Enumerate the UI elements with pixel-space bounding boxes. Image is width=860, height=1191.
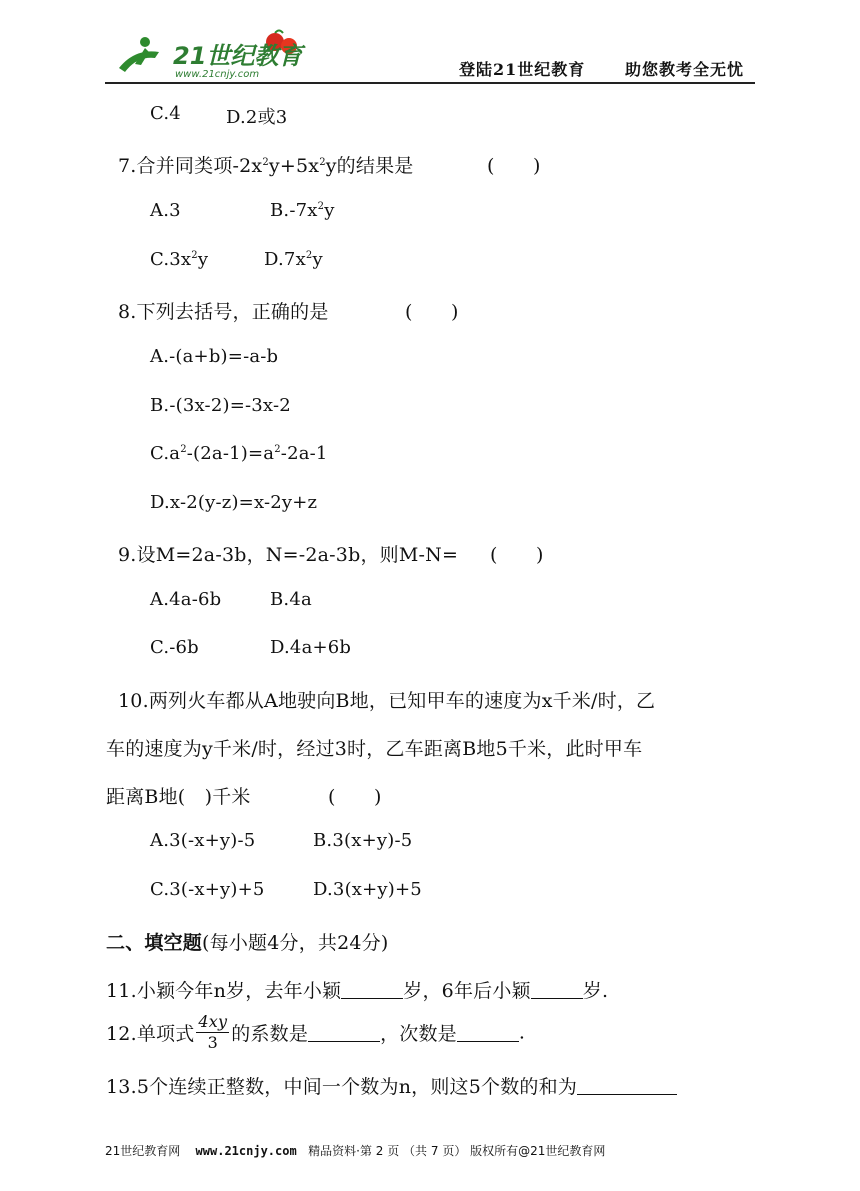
q9-answer-paren: ( ) <box>490 544 544 566</box>
q10-option-c: C.3(-x+y)+5 <box>150 879 265 900</box>
q12-blank-2[interactable] <box>457 1023 519 1042</box>
logo-graphic <box>115 28 310 80</box>
q10-option-b: B.3(x+y)-5 <box>313 830 413 851</box>
q7-option-c: $C.3x^2y$ <box>150 249 209 270</box>
header-divider <box>105 82 755 84</box>
q7-option-a: A.3 <box>150 200 181 221</box>
q10-stem-line1: 10.两列火车都从A地驶向B地，已知甲车的速度为x千米/时，乙 <box>118 690 656 712</box>
footer-info: 精品资料·第 2 页 （共 7 页） 版权所有@21世纪教育网 <box>308 1144 606 1158</box>
q11-stem: 11.小颖今年n岁，去年小颖 岁，6年后小颖 岁. <box>106 980 609 1002</box>
q9-option-c: C.-6b <box>150 637 199 658</box>
site-logo <box>115 28 310 80</box>
q7-stem: 7.合并同类项$-2x^2y+5x^2y$的结果是 <box>118 155 414 177</box>
logo-url: www.21cnjy.com <box>175 69 260 80</box>
q7-answer-paren: ( ) <box>487 155 541 177</box>
q9-option-b: B.4a <box>270 589 312 610</box>
monomial-fraction: $\frac{4xy}{3}$ <box>198 1012 228 1052</box>
page-footer <box>105 1142 605 1159</box>
q8-option-a: A.-(a+b)=-a-b <box>150 346 279 367</box>
footer-url[interactable]: www.21cnjy.com <box>195 1144 297 1158</box>
footer-site: 21世纪教育网 <box>105 1144 181 1158</box>
logo-text: 21世纪教育 <box>173 42 303 70</box>
q10-stem-line2: 车的速度为y千米/时，经过3时，乙车距离B地5千米，此时甲车 <box>106 738 643 760</box>
q10-option-a: A.3(-x+y)-5 <box>150 830 256 851</box>
q8-answer-paren: ( ) <box>405 301 459 323</box>
q8-option-c: $C.a^2-(2a-1)=a^2-2a-1$ <box>150 443 328 464</box>
q8-option-b: B.-(3x-2)=-3x-2 <box>150 395 291 416</box>
q6-option-c: C.4 <box>150 103 181 124</box>
q11-blank-1[interactable] <box>341 980 403 999</box>
q9-option-d: D.4a+6b <box>270 637 352 658</box>
q13-blank[interactable] <box>577 1076 677 1095</box>
q10-stem-line3: 距离B地( )千米 <box>106 786 251 808</box>
q7-option-b: $B.-7x^2y$ <box>270 200 335 221</box>
q12-blank-1[interactable] <box>308 1023 380 1042</box>
q11-blank-2[interactable] <box>531 980 583 999</box>
q10-answer-paren: ( ) <box>328 786 382 808</box>
q7-option-d: $D.7x^2y$ <box>264 249 323 270</box>
q6-option-d: D.2或3 <box>226 107 288 128</box>
slogan-left: 登陆21世纪教育 <box>459 60 586 79</box>
slogan-right: 助您教考全无忧 <box>625 60 745 79</box>
q8-stem: 8.下列去括号，正确的是 <box>118 301 329 323</box>
q10-option-d: D.3(x+y)+5 <box>313 879 422 900</box>
q13-stem: 13.5个连续正整数，中间一个数为n，则这5个数的和为 <box>106 1072 677 1099</box>
q9-option-a: A.4a-6b <box>150 589 222 610</box>
q8-option-d: D.x-2(y-z)=x-2y+z <box>150 492 318 513</box>
q12-stem: 12.单项式 $\frac{4xy}{3}$ 的系数是 ，次数是 . <box>106 1012 526 1052</box>
q9-stem: 9.设M=2a-3b，N=-2a-3b，则M-N= <box>118 544 459 566</box>
section-2-heading: 二、填空题(每小题4分，共24分) <box>106 932 389 954</box>
